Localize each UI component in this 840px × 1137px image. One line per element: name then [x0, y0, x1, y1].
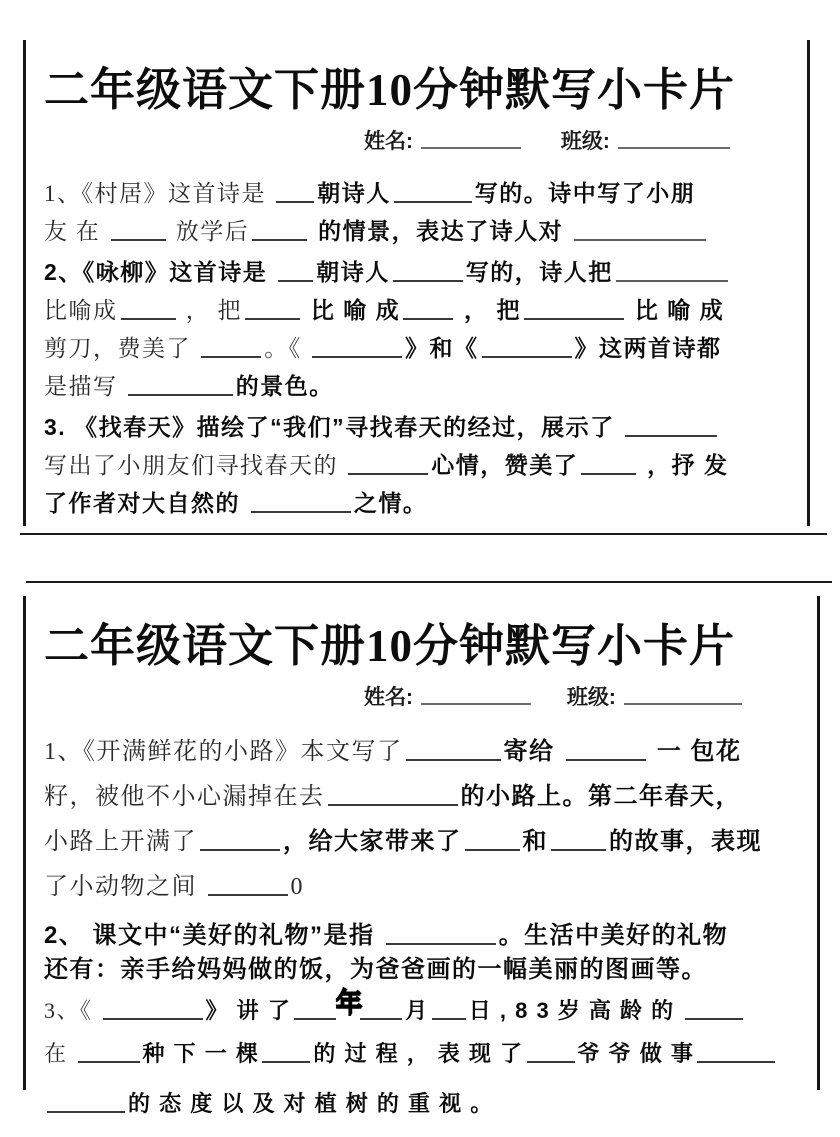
questions-area	[44, 731, 807, 1137]
class-blank-line	[624, 702, 742, 705]
text-segment: 和	[522, 828, 548, 855]
question-block	[44, 254, 797, 406]
text-segment: 。《	[264, 336, 309, 361]
text-segment: 一 包花	[648, 738, 742, 765]
fill-in-blank-line	[312, 355, 402, 358]
text-segment: ，给大家带来了	[283, 828, 462, 855]
text-segment: 的 态 度 以 及 对 植 树 的 重 视 。	[128, 1091, 494, 1116]
text-segment: 0	[290, 874, 304, 900]
text-segment: 心情，赞美了	[431, 452, 579, 478]
fill-in-blank-line	[121, 317, 176, 320]
fill-in-blank-line	[527, 1060, 575, 1063]
fill-in-blank-line	[245, 317, 300, 320]
text-segment: 写出了小朋友们寻找春天的	[44, 453, 346, 478]
text-segment: 种 下 一 棵	[142, 1041, 260, 1066]
text-segment: ，抒 发	[639, 452, 729, 478]
fill-in-blank-line	[697, 1060, 775, 1063]
text-segment: 小路上开满了	[44, 829, 197, 855]
question-line	[44, 731, 807, 776]
text-segment: 了小动物之间	[44, 874, 205, 900]
question-line	[44, 368, 797, 406]
question-block	[44, 175, 797, 251]
fill-in-blank-line	[111, 238, 166, 241]
question-line	[44, 330, 797, 368]
text-segment: 写的，诗人把	[465, 259, 613, 285]
question-line	[44, 987, 807, 1037]
text-segment: 了作者对大自然的	[44, 490, 248, 516]
fill-in-blank-line	[201, 355, 261, 358]
question-line	[44, 821, 807, 866]
fill-in-blank-line	[278, 279, 313, 282]
question-line	[44, 292, 797, 330]
text-segment: 》和《	[405, 335, 479, 361]
text-segment: ， 把	[178, 298, 242, 323]
fill-in-blank-line	[294, 1017, 336, 1020]
text-segment: 比 喻 成	[303, 297, 401, 323]
question-line	[44, 866, 807, 911]
fill-in-blank-line	[394, 200, 472, 203]
fill-in-blank-line	[465, 848, 520, 851]
fill-in-blank-line	[524, 317, 624, 320]
text-segment: 日 , 8 3 岁 高 龄 的	[468, 998, 683, 1023]
fill-in-blank-line	[616, 279, 728, 282]
text-segment: 2、《咏柳》这首诗是	[44, 259, 276, 285]
text-segment: 比 喻 成	[626, 297, 725, 323]
fill-in-blank-line	[551, 848, 606, 851]
fill-in-blank-line	[393, 279, 463, 282]
worksheet-card-2	[23, 596, 820, 1116]
text-segment: 月	[405, 998, 429, 1023]
fill-in-blank-line	[360, 1017, 402, 1020]
card-title: 二年级语文下册10分钟默写小卡片	[44, 65, 736, 115]
text-segment: 3、《	[44, 998, 100, 1023]
name-field-label: 姓名:	[364, 130, 413, 153]
text-segment: 的景色。	[235, 373, 334, 399]
text-segment: 的小路上。第二年春天，	[460, 783, 741, 810]
text-segment: 2、 课文中“美好的礼物”是指	[44, 922, 383, 949]
question-line	[44, 915, 807, 949]
text-segment: 。生活中美好的礼物	[498, 922, 729, 949]
fill-in-blank-line	[200, 848, 280, 851]
text-segment: 寄给	[503, 738, 563, 765]
fill-in-blank-line	[276, 200, 314, 203]
worksheet-card-1	[23, 40, 810, 526]
fill-in-blank-line	[251, 510, 351, 513]
question-block	[44, 409, 797, 523]
smudged-year-character: 年	[335, 988, 362, 1018]
question-line	[44, 447, 797, 485]
fill-in-blank-line	[406, 758, 501, 761]
fill-in-blank-line	[581, 472, 636, 475]
fill-in-blank-line	[482, 355, 572, 358]
text-segment: 朝诗人	[316, 259, 390, 285]
fill-in-blank-line	[328, 803, 458, 806]
text-segment: 在	[44, 1041, 75, 1066]
fill-in-blank-line	[262, 1060, 310, 1063]
text-segment: 朝诗人	[317, 180, 391, 206]
fill-in-blank-line	[386, 942, 496, 945]
text-segment: 爷 爷 做 事	[577, 1041, 695, 1066]
fill-in-blank-line	[252, 238, 307, 241]
text-segment: 籽，被他不小心漏掉在去	[44, 784, 325, 810]
text-segment: 》 讲 了	[205, 998, 292, 1023]
text-segment: 写的。诗中写了小朋	[474, 180, 696, 206]
fill-in-blank-line	[128, 393, 233, 396]
text-segment: 的故事，表现	[609, 828, 762, 855]
question-line	[44, 409, 797, 447]
fill-in-blank-line	[78, 1060, 140, 1063]
question-line	[44, 1087, 807, 1137]
text-segment: ， 把	[456, 297, 521, 323]
class-field-label: 班级:	[560, 130, 610, 153]
text-segment: 还有：亲手给妈妈做的饭，为爸爸画的一幅美丽的图画等。	[44, 956, 707, 983]
text-segment: 的 过 程 ， 表 现 了	[313, 1041, 524, 1066]
text-segment: 1、《开满鲜花的小路》本文写了	[44, 739, 403, 765]
text-segment: 3. 《找春天》描绘了“我们”寻找春天的经过，展示了	[44, 414, 623, 440]
fill-in-blank-line	[348, 472, 428, 475]
card-title: 二年级语文下册10分钟默写小卡片	[44, 621, 736, 671]
questions-area	[44, 175, 797, 523]
fill-in-blank-line	[566, 758, 646, 761]
text-segment: 的情景，表达了诗人对	[310, 218, 572, 244]
class-blank-line	[618, 146, 730, 149]
fill-in-blank-line	[432, 1017, 466, 1020]
fill-in-blank-line	[208, 893, 288, 896]
question-line	[44, 1037, 807, 1087]
question-line	[44, 213, 797, 251]
fill-in-blank-line	[625, 434, 717, 437]
fill-in-blank-line	[103, 1017, 203, 1020]
name-blank-line	[421, 702, 531, 705]
fill-in-blank-line	[685, 1017, 743, 1020]
text-segment: 1、《村居》这首诗是	[44, 181, 274, 206]
question-line	[44, 776, 807, 821]
fill-in-blank-line	[403, 317, 453, 320]
question-block	[44, 731, 807, 911]
text-segment: 之情。	[353, 490, 428, 516]
question-line	[44, 254, 797, 292]
fill-in-blank-line	[47, 1110, 125, 1113]
text-segment: 放学后	[168, 219, 250, 244]
text-segment: 比喻成	[44, 298, 118, 323]
text-segment: 是描写	[44, 374, 125, 399]
name-field-label: 姓名:	[364, 686, 413, 709]
name-class-row	[44, 681, 807, 711]
separator-rule	[26, 581, 832, 583]
text-segment: 友 在	[44, 219, 108, 244]
fill-in-blank-line	[574, 238, 706, 241]
name-class-row	[44, 125, 797, 155]
question-block	[44, 987, 807, 1137]
question-block	[44, 915, 807, 983]
text-segment: 》这两首诗都	[574, 335, 722, 361]
question-line	[44, 485, 797, 523]
text-segment: 剪刀，费美了	[44, 336, 199, 361]
question-line	[44, 175, 797, 213]
card1-bottom-rule	[20, 533, 827, 535]
name-blank-line	[421, 146, 521, 149]
class-field-label: 班级:	[566, 686, 616, 709]
question-line	[44, 949, 807, 983]
